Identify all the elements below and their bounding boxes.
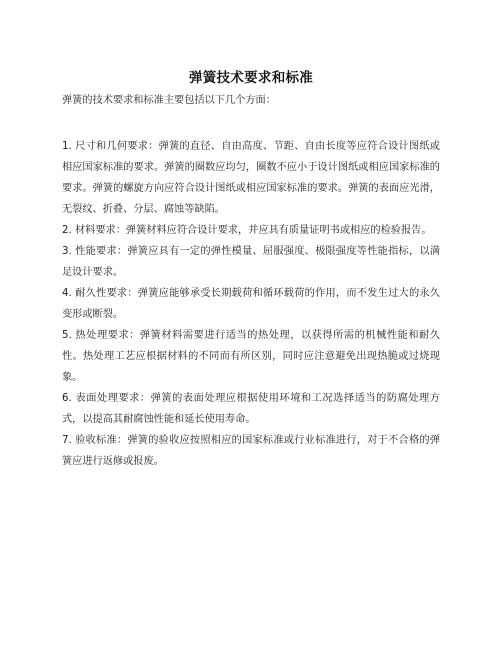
requirements-list <box>62 136 440 472</box>
list-item: 4. 耐久性要求：弹簧应能够承受长期载荷和循环载荷的作用，而不发生过大的永久变形或断裂。 <box>62 288 440 320</box>
list-item: 6. 表面处理要求：弹簧的表面处理应根据使用环境和工况选择适当的防腐处理方式，以提高其耐腐蚀性能和延长使用寿命。 <box>62 393 440 425</box>
list-item: 2. 材料要求：弹簧材料应符合设计要求，并应具有质量证明书或相应的检验报告。 <box>62 225 432 236</box>
list-item: 3. 性能要求：弹簧应具有一定的弹性模量、屈服强度、极限强度等性能指标，以满足设计要求。 <box>62 246 440 278</box>
page-title: 弹簧技术要求和标准 <box>188 70 314 86</box>
intro-paragraph: 弹簧的技术要求和标准主要包括以下几个方面： <box>62 95 276 106</box>
list-item: 5. 热处理要求：弹簧材料需要进行适当的热处理，以获得所需的机械性能和耐久性。热处理工艺应根据材料的不同而有所区别，同时应注意避免出现热脆或过烧现象。 <box>62 330 440 383</box>
list-item: 7. 验收标准：弹簧的验收应按照相应的国家标准或行业标准进行，对于不合格的弹簧应进行返修或报废。 <box>62 435 440 467</box>
list-item: 1. 尺寸和几何要求：弹簧的直径、自由高度、节距、自由长度等应符合设计图纸或相应国家标准的要求。弹簧的圈数应均匀，圈数不应小于设计图纸或相应国家标准的要求。弹簧的螺旋方向应符合设计图纸或相应国家标准的要求。弹簧的表面应光滑，无裂纹、折叠、分层、腐蚀等缺陷。 <box>62 141 440 215</box>
